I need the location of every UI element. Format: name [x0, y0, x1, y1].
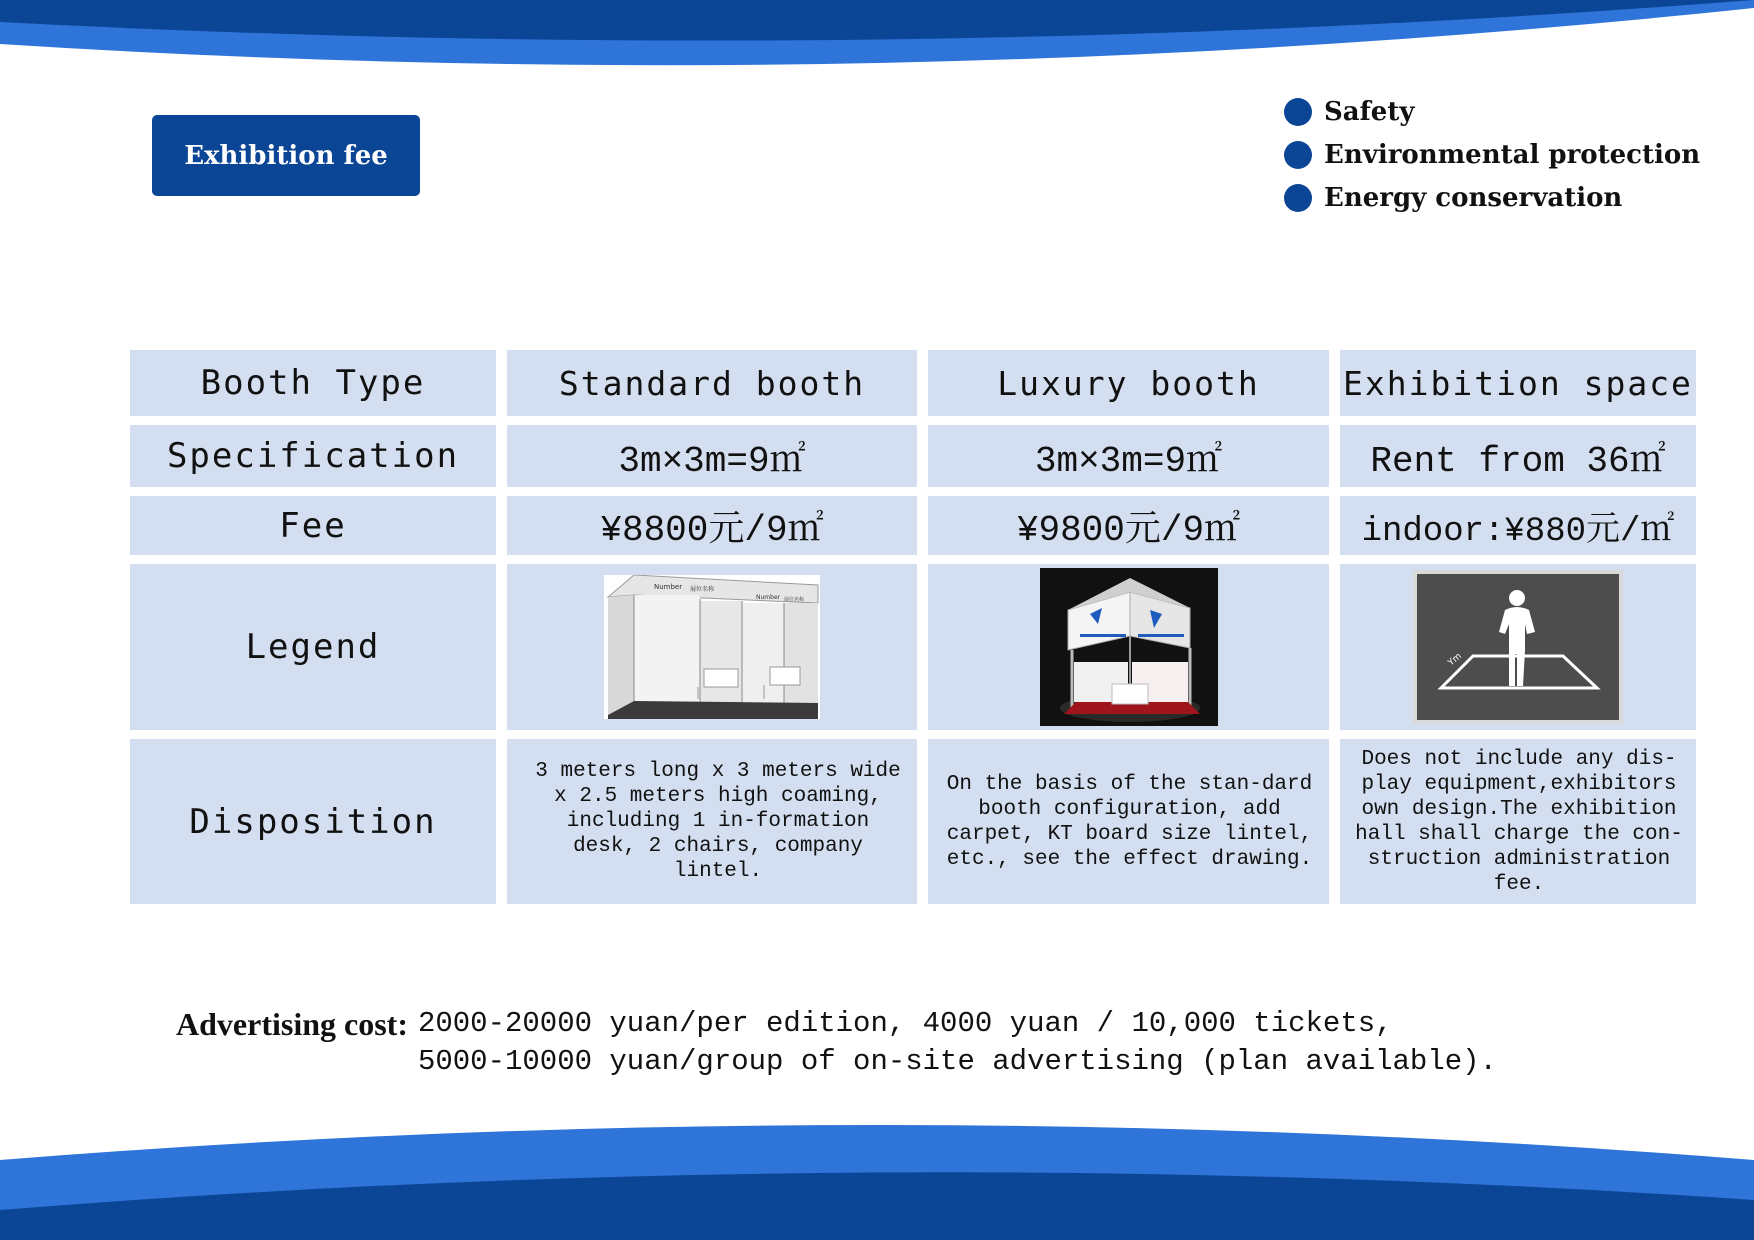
bullet-dot-icon — [1284, 141, 1312, 169]
standard-sign-name: 展位名称 — [690, 586, 715, 593]
row-label-legend: Legend — [130, 564, 496, 730]
fee-exhibition-space: indoor:¥880元/㎡ — [1340, 496, 1696, 555]
header-luxury-booth: Luxury booth — [928, 350, 1329, 416]
table-row-legend — [130, 564, 1696, 730]
page-title: Exhibition fee — [184, 140, 388, 171]
feature-list — [1284, 90, 1700, 219]
table-row-fee — [130, 496, 1696, 555]
spec-exhibition-space: Rent from 36㎡ — [1340, 425, 1696, 487]
row-label-specification: Specification — [130, 425, 496, 487]
bottom-wave-decoration — [0, 1120, 1754, 1240]
bullet-dot-icon — [1284, 98, 1312, 126]
exhibition-space-image — [1413, 570, 1623, 724]
table-row-disposition — [130, 739, 1696, 904]
standard-booth-image — [604, 575, 820, 719]
disposition-luxury-booth: On the basis of the stan-dard booth configuration, add carpet, KT board size lintel, etc., see the effect drawing. — [928, 739, 1329, 904]
feature-label: Environmental protection — [1324, 139, 1701, 170]
spec-standard-booth: 3m×3m=9㎡ — [507, 425, 917, 487]
bullet-dot-icon — [1284, 184, 1312, 212]
feature-item — [1284, 176, 1700, 219]
standard-sign-number-2: Number — [756, 594, 781, 601]
feature-item — [1284, 133, 1700, 176]
disposition-standard-booth: 3 meters long x 3 meters wide x 2.5 meters high coaming, including 1 in-formation desk, 2 chairs, company lintel. — [507, 739, 917, 904]
top-wave-decoration — [0, 0, 1754, 80]
standard-sign-number: Number — [654, 583, 683, 591]
fee-standard-booth: ¥8800元/9㎡ — [507, 496, 917, 555]
header-exhibition-space: Exhibition space — [1340, 350, 1696, 416]
advertising-line-2: 5000-10000 yuan/group of on-site advertising (plan available). — [417, 1045, 1497, 1078]
table-row-booth-type — [130, 350, 1696, 416]
booth-fee-table — [119, 341, 1707, 913]
feature-item — [1284, 90, 1700, 133]
advertising-label: Advertising cost: — [176, 1006, 408, 1042]
luxury-booth-image — [1040, 568, 1218, 726]
page-title-badge — [152, 115, 420, 196]
row-label-booth-type: Booth Type — [130, 350, 496, 416]
row-label-fee: Fee — [130, 496, 496, 555]
legend-cell-luxury — [928, 564, 1329, 730]
advertising-cost — [176, 1005, 1497, 1081]
row-label-disposition: Disposition — [130, 739, 496, 904]
header-standard-booth: Standard booth — [507, 350, 917, 416]
advertising-line-1: 2000-20000 yuan/per edition, 4000 yuan / 10,000 tickets, — [417, 1007, 1393, 1040]
feature-label: Safety — [1324, 96, 1415, 127]
legend-cell-space — [1340, 564, 1696, 730]
legend-cell-standard — [507, 564, 917, 730]
fee-luxury-booth: ¥9800元/9㎡ — [928, 496, 1329, 555]
table-row-specification — [130, 425, 1696, 487]
advertising-details — [418, 1005, 1497, 1081]
standard-sign-name-2: 展位名称 — [784, 597, 805, 603]
spec-luxury-booth: 3m×3m=9㎡ — [928, 425, 1329, 487]
disposition-exhibition-space: Does not include any dis-play equipment,exhibitors own design.The exhibition hall shall charge the con-struction administration fee. — [1340, 739, 1696, 904]
space-dimension-label: Ym — [1446, 651, 1464, 669]
feature-label: Energy conservation — [1324, 182, 1623, 213]
